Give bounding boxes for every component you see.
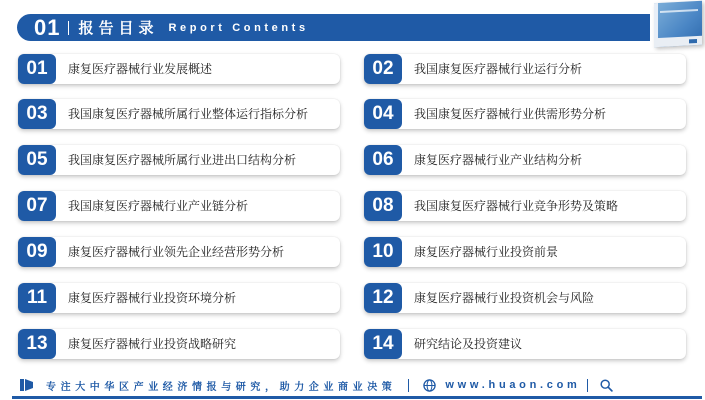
toc-item-09[interactable] — [18, 237, 340, 267]
toc-item-label: 康复医疗器械行业投资前景 — [414, 245, 559, 259]
toc-item-number: 11 — [18, 283, 56, 313]
toc-item-label: 我国康复医疗器械所属行业整体运行指标分析 — [68, 107, 309, 121]
toc-item-label: 康复医疗器械行业投资机会与风险 — [414, 291, 595, 305]
website-link[interactable]: www.huaon.com — [445, 379, 581, 391]
toc-item-label: 我国康复医疗器械行业供需形势分析 — [414, 107, 607, 121]
toc-item-01[interactable] — [18, 54, 340, 84]
toc-item-10[interactable] — [364, 237, 686, 267]
toc-item-04[interactable] — [364, 99, 686, 129]
footer-divider — [587, 379, 588, 392]
toc-item-label: 康复医疗器械行业产业结构分析 — [414, 153, 583, 167]
toc-item-label: 康复医疗器械行业投资战略研究 — [68, 337, 237, 351]
toc-item-number: 06 — [364, 145, 402, 175]
toc-item-number: 03 — [18, 99, 56, 129]
search-icon[interactable] — [600, 379, 613, 392]
toc-item-number: 01 — [18, 54, 56, 84]
toc-item-label: 康复医疗器械行业投资环境分析 — [68, 291, 237, 305]
section-number: 01 — [34, 14, 61, 40]
brand-logo-icon — [20, 378, 34, 392]
toc-item-number: 04 — [364, 99, 402, 129]
toc-item-label: 康复医疗器械行业发展概述 — [68, 62, 213, 76]
toc-item-label: 我国康复医疗器械行业产业链分析 — [68, 199, 249, 213]
toc-item-11[interactable] — [18, 283, 340, 313]
toc-item-number: 12 — [364, 283, 402, 313]
toc-item-07[interactable] — [18, 191, 340, 221]
section-header — [17, 14, 650, 41]
footer-underline — [12, 396, 702, 399]
globe-icon — [423, 379, 436, 392]
toc-item-label: 研究结论及投资建议 — [414, 337, 523, 351]
header-divider — [68, 21, 69, 35]
footer-divider — [408, 379, 409, 392]
section-title: 报告目录 — [78, 19, 159, 37]
toc-item-number: 10 — [364, 237, 402, 267]
toc-item-label: 康复医疗器械行业领先企业经营形势分析 — [68, 245, 285, 259]
toc-item-label: 我国康复医疗器械所属行业进出口结构分析 — [68, 153, 297, 167]
toc-item-number: 09 — [18, 237, 56, 267]
toc-item-13[interactable] — [18, 329, 340, 359]
toc-item-03[interactable] — [18, 99, 340, 129]
toc-item-06[interactable] — [364, 145, 686, 175]
footer-slogan: 专注大中华区产业经济情报与研究，助力企业商业决策 — [46, 381, 397, 393]
toc-item-label: 我国康复医疗器械行业竞争形势及策略 — [414, 199, 619, 213]
toc-item-12[interactable] — [364, 283, 686, 313]
toc-item-08[interactable] — [364, 191, 686, 221]
book-cover-icon — [654, 1, 702, 48]
toc-item-number: 02 — [364, 54, 402, 84]
section-subtitle: Report Contents — [168, 21, 309, 34]
toc-item-14[interactable] — [364, 329, 686, 359]
toc-item-number: 08 — [364, 191, 402, 221]
footer — [12, 374, 702, 396]
toc-item-number: 05 — [18, 145, 56, 175]
toc-item-02[interactable] — [364, 54, 686, 84]
toc-item-number: 13 — [18, 329, 56, 359]
toc-item-number: 07 — [18, 191, 56, 221]
toc-item-label: 我国康复医疗器械行业运行分析 — [414, 62, 583, 76]
toc-item-number: 14 — [364, 329, 402, 359]
toc-item-05[interactable] — [18, 145, 340, 175]
